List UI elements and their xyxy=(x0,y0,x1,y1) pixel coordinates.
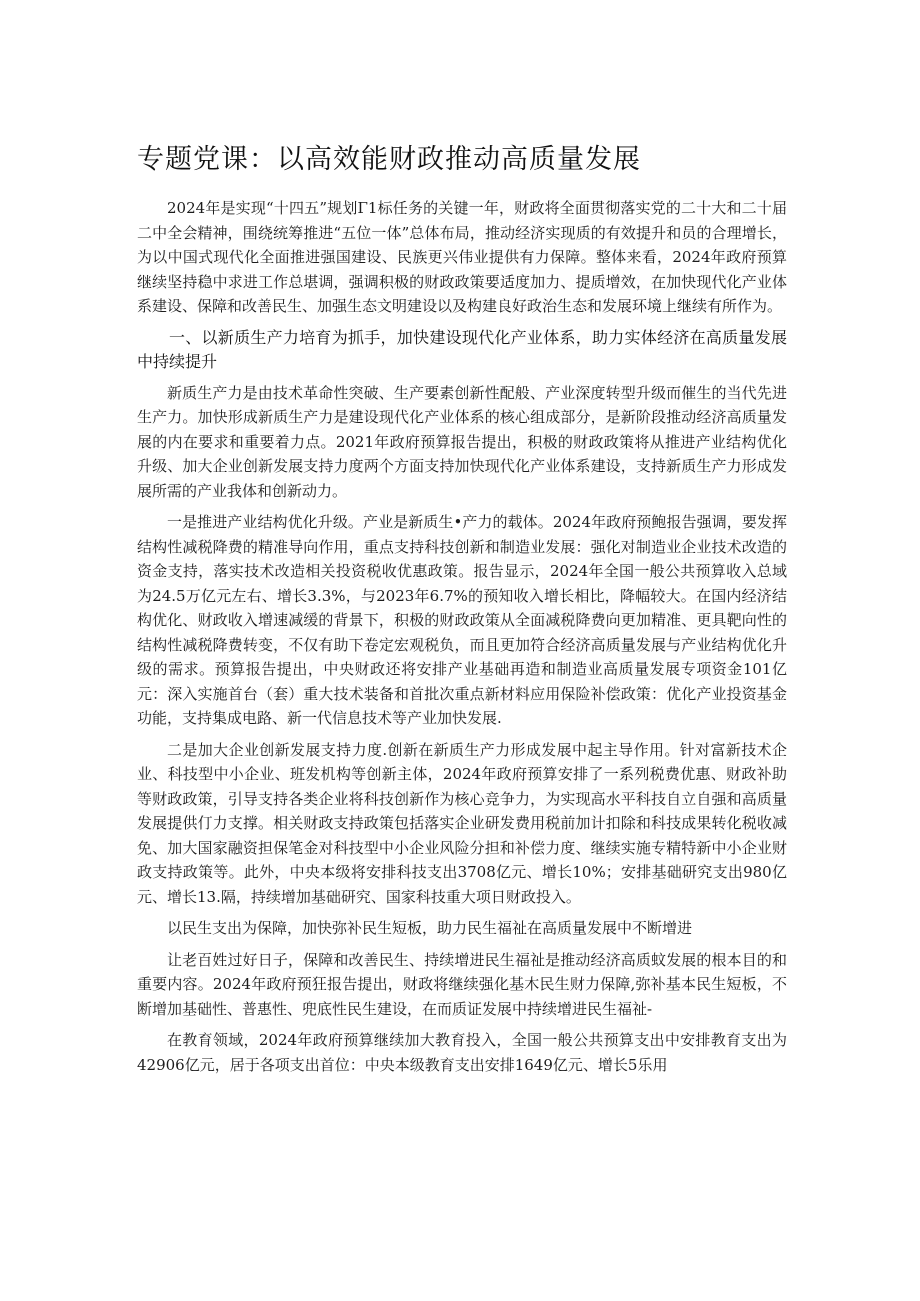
section-heading-1: 一、以新质生产力培育为抓手，加快建设现代化产业体系，助力实体经济在高质量发展中持续提升 xyxy=(137,327,787,371)
body-paragraph: 新质生产力是由技术革命性突破、生产要素创新性配般、产业深度转型升级而催生的当代先进生产力。加快形成新质生产力是建设现代化产业体系的核心组成部分，是新阶段推动经济高质量发展的内在要求和重要着力点。2021年政府预算报告提出，积极的财政政策将从推进产业结构优化升级、加大企业创新发展支持力度两个方面支持加快现代化产业体系建设，支持新质生产力形成发展所需的产业我体和创新动力。 xyxy=(137,383,787,500)
body-paragraph: 在教育领域，2024年政府预算继续加大教育投入，全国一般公共预算支出中安排教育支出为42906亿元，居于各项支出首位：中央本级教育支出安排1649亿元、增长5乐用 xyxy=(137,1031,787,1074)
document-body xyxy=(137,140,787,1084)
intro-paragraph: 2024年是实现“十四五”规划Γ1标任务的关键一年，财政将全面贯彻落实党的二十大和二十届二中全会精神，围绕统筹推进“五位一体”总体布局，推动经济实现质的有效提升和员的合理增长，为以中国式现代化全面推进强国建设、民族更兴伟业提供有力保障。整体来看，2024年政府预算继续坚持稳中求进工作总堪调，强调积极的财政政策要适度加力、提质增效，在加快现代化产业体系建设、保障和改善民生、加强生态文明建设以及构建良好政治生态和发展环境上继续有所作为。 xyxy=(137,199,787,315)
body-paragraph: 让老百姓过好日子，保障和改善民生、持续增进民生福祉是推动经济高质蚊发展的根本目的和重要内容。2024年政府预狂报告提出，财政将继续强化基木民生财力保障,弥补基本民生短板，不断增加基础性、普惠性、兜底性民生建设，在而质证发展中持续增进民生福祉- xyxy=(137,950,787,1018)
section-heading-2: 以民生支出为保障，加快弥补民生短板，助力民生福祉在高质量发展中不断增进 xyxy=(167,919,693,937)
page-title: 专题党课：以高效能财政推动高质量发展 xyxy=(137,144,641,175)
body-paragraph: 二是加大企业创新发展支持力度.创新在新质生产力形成发展中起主导作用。针对富新技术企业、科技型中小企业、班发机构等创新主体，2024年政府预算安排了一系列税费优惠、财政补助等财政政策，引导支持各类企业将科技创新作为核心竞争力，为实现高水平科技自立自强和高质量发展提供仃力支撑。相关财政支持政策包括落实企业研发费用税前加计扣除和科技成果转化税收减免、加大国家融资担保笔金对科技型中小企业风险分担和补偿力度、继续实施专精特新中小企业财政支持政策等。此外，中央本级将安排科技支出3708亿元、增长10%；安排基础研究支出980亿元、增长13.隔，持续增加基础研究、国家科技重大项日财政投入。 xyxy=(137,740,787,906)
body-paragraph: 一是推进产业结构优化升级。产业是新质生•产力的载体。2024年政府预鲍报告强调，要发挥结构性减税降费的精准导向作用，重点支持科技创新和制造业发展：强化对制造业企业技术改造的资金支持，落实技术改造相关投资税收优惠政策。报告显示，2024年全国一般公共预算收入总域为24.5万亿元左右、增长3.3%，与2023年6.7%的预知收入增长相比，降幅较大。在国内经济结构优化、财政收入增速减缓的背景下，积极的财政政策从全面减税降费向更加精准、更具靶向性的结构性减税降费转变，不仅有助下卷定宏观税负，而且更加符合经济高质量发展与产业结构优化升级的需求。预算报告提出，中央财政还将安排产业基础再造和制造业高质量发展专项资金101亿元：深入实施首台（套）重大技术装备和首批次重点新材料应用保险补偿政策：优化产业投资基金功能，支持集成电路、新一代信息技术等产业加快发展. xyxy=(137,513,787,727)
